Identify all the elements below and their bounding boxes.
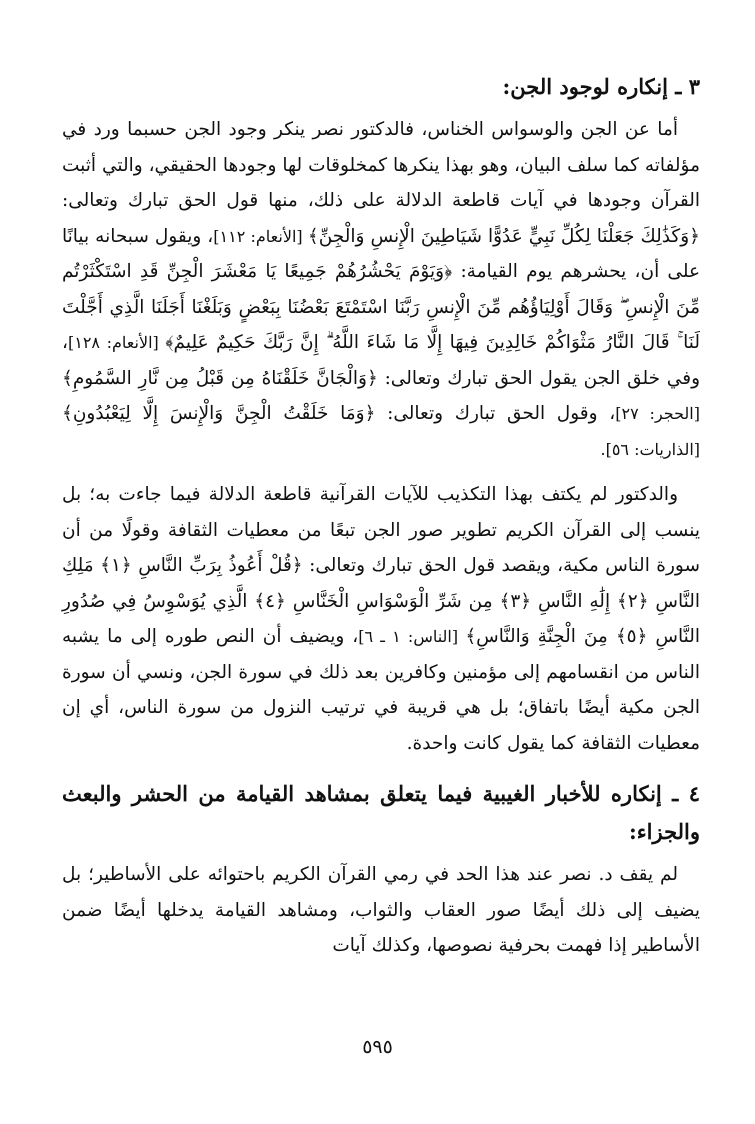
verse-reference: [الذاريات: ٥٦].: [600, 439, 700, 459]
quran-verse-hijr-27: ﴿وَالْجَانَّ خَلَقْنَاهُ مِن قَبْلُ مِن نَّارِ السَّمُومِ﴾: [62, 367, 378, 389]
page-number: ٥٩٥: [362, 1036, 393, 1058]
text-run: ، ويضيف أن النص طوره إلى ما يشبه الناس من انقسامهم إلى مؤمنين وكافرين بعد ذلك في سورة الجن، ونسي أن سورة الجن مكية أيضًا باتفاق؛ بل هي قريبة في ترتيب النزول من سورة الناس، أي إن معطيات الثقافة كما يقول كانت واحدة.: [62, 626, 700, 754]
verse-reference: [الناس: ١ ـ ٦]: [358, 627, 466, 646]
quran-verse-nas-1-6: ﴿قُلْ أَعُوذُ بِرَبِّ النَّاسِ ﴿١﴾ مَلِكِ النَّاسِ ﴿٢﴾ إِلَٰهِ النَّاسِ ﴿٣﴾ مِن شَرِّ الْوَسْوَاسِ الْخَنَّاسِ ﴿٤﴾ الَّذِي يُوَسْوِسُ فِي صُدُورِ النَّاسِ ﴿٥﴾ مِنَ الْجِنَّةِ وَالنَّاسِ﴾: [62, 555, 701, 647]
text-run: ، وقول الحق تبارك وتعالى:: [375, 403, 616, 424]
text-run: والدكتور لم يكتف بهذا التكذيب للآيات القرآنية قاطعة الدلالة فيما جاءت به؛ بل ينسب إلى القرآن الكريم تطوير صور الجن تبعًا من معطيات الثقافة وقولًا من أن سورة الناس مكية، ويقصد قول الحق تبارك وتعالى:: [62, 484, 700, 576]
quran-verse-anam-112: ﴿وَكَذَٰلِكَ جَعَلْنَا لِكُلِّ نَبِيٍّ عَدُوًّا شَيَاطِينَ الْإِنسِ وَالْجِنِّ﴾: [307, 225, 701, 247]
quran-verse-dhariyat-56: ﴿وَمَا خَلَقْتُ الْجِنَّ وَالْإِنسَ إِلَّا لِيَعْبُدُونِ﴾: [62, 403, 376, 424]
page-body: [62, 68, 700, 964]
verse-reference: [الأنعام: ١١٢]: [213, 226, 308, 246]
section-3-paragraph-1: [62, 112, 700, 467]
verse-reference: [الحجر: ٢٧]: [615, 404, 700, 423]
section-3-paragraph-2: [62, 477, 700, 761]
text-run: ، ويقول سبحانه بيانًا على أن، يحشرهم يوم القيامة:: [62, 225, 700, 282]
section-3-heading: ٣ ـ إنكاره لوجود الجن:: [502, 74, 700, 99]
text-run: ، وفي خلق الجن يقول الحق تبارك وتعالى:: [62, 332, 701, 389]
section-4-paragraph-1: لم يقف د. نصر عند هذا الحد في رمي القرآن الكريم باحتوائه على الأساطير؛ بل يضيف إلى ذلك أيضًا صور العقاب والثواب، ومشاهد القيامة يدخلها أيضًا ضمن الأساطير إذا فهمت بحرفية نصوصها، وكذلك آيات: [62, 864, 700, 956]
section-4-heading: ٤ ـ إنكاره للأخبار الغيبية فيما يتعلق بمشاهد القيامة من الحشر والبعث والجزاء:: [62, 781, 700, 844]
quran-verse-anam-128: ﴿وَيَوْمَ يَحْشُرُهُمْ جَمِيعًا يَا مَعْشَرَ الْجِنِّ قَدِ اسْتَكْثَرْتُم مِّنَ الْإِنسِ ۖ وَقَالَ أَوْلِيَاؤُهُم مِّنَ الْإِنسِ رَبَّنَا اسْتَمْتَعَ بَعْضُنَا بِبَعْضٍ وَبَلَغْنَا أَجَلَنَا الَّذِي أَجَّلْتَ لَنَا ۚ قَالَ النَّارُ مَثْوَاكُمْ خَالِدِينَ فِيهَا إِلَّا مَا شَاءَ اللَّهُ ۗ إِنَّ رَبَّكَ حَكِيمٌ عَلِيمٌ﴾: [62, 261, 700, 353]
text-run: أما عن الجن والوسواس الخناس، فالدكتور نصر ينكر وجود الجن حسبما ورد في مؤلفاته كما سلف البيان، وهو بهذا ينكرها كمخلوقات لها وجودها الحقيقي، والتي أثبت القرآن وجودها في آيات قاطعة الدلالة على ذلك، منها قول الحق تبارك وتعالى:: [62, 119, 700, 211]
verse-reference: [الأنعام: ١٢٨]: [67, 333, 166, 352]
